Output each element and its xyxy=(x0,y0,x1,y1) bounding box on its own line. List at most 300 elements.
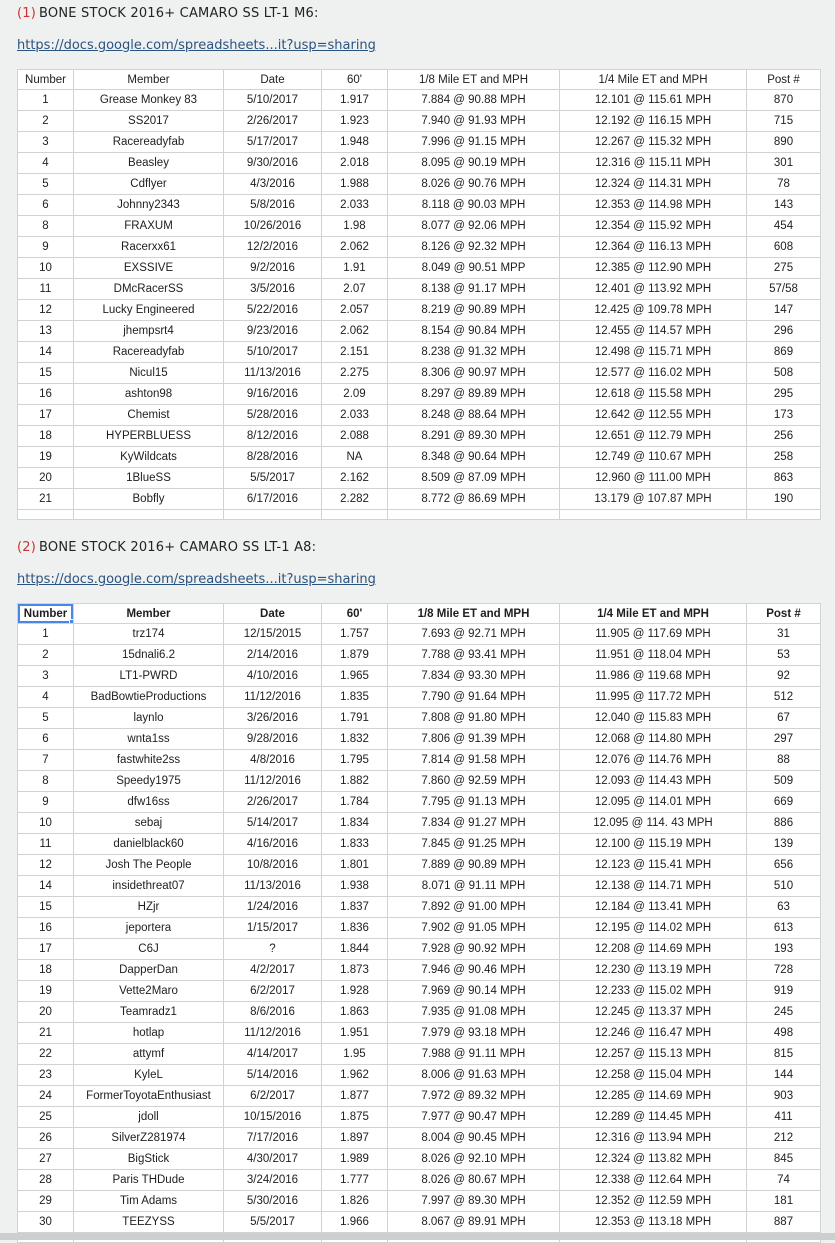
cell[interactable]: 88 xyxy=(747,750,821,771)
cell[interactable]: 1.837 xyxy=(322,897,388,918)
cell[interactable]: 2.088 xyxy=(322,426,388,447)
cell[interactable]: 11/12/2016 xyxy=(224,687,322,708)
cell[interactable]: 12.651 @ 112.79 MPH xyxy=(560,426,747,447)
cell[interactable]: 509 xyxy=(747,771,821,792)
cell[interactable]: Lucky Engineered xyxy=(74,300,224,321)
cell[interactable]: 1.875 xyxy=(322,1107,388,1128)
column-header-post[interactable]: Post # xyxy=(747,70,821,90)
cell[interactable]: 13 xyxy=(18,321,74,342)
cell[interactable]: 4/10/2016 xyxy=(224,666,322,687)
cell[interactable]: 63 xyxy=(747,897,821,918)
cell[interactable]: 5/14/2017 xyxy=(224,813,322,834)
cell[interactable]: 5/28/2016 xyxy=(224,405,322,426)
cell[interactable]: Nicul15 xyxy=(74,363,224,384)
cell[interactable]: 16 xyxy=(18,918,74,939)
cell[interactable]: 5/14/2016 xyxy=(224,1065,322,1086)
cell[interactable]: 8.118 @ 90.03 MPH xyxy=(388,195,560,216)
cell[interactable]: 12.192 @ 116.15 MPH xyxy=(560,111,747,132)
cell[interactable]: 74 xyxy=(747,1170,821,1191)
cell[interactable]: 1.938 xyxy=(322,876,388,897)
selection-fill-handle-icon[interactable] xyxy=(69,619,74,624)
cell[interactable]: 1.897 xyxy=(322,1128,388,1149)
cell[interactable]: 886 xyxy=(747,813,821,834)
cell[interactable]: 12.138 @ 114.71 MPH xyxy=(560,876,747,897)
cell[interactable]: 7.892 @ 91.00 MPH xyxy=(388,897,560,918)
cell[interactable]: 12.324 @ 113.82 MPH xyxy=(560,1149,747,1170)
cell[interactable]: ashton98 xyxy=(74,384,224,405)
cell[interactable]: 6 xyxy=(18,195,74,216)
cell[interactable]: 9 xyxy=(18,792,74,813)
cell[interactable]: 715 xyxy=(747,111,821,132)
cell[interactable]: 1.826 xyxy=(322,1191,388,1212)
cell[interactable]: 8.071 @ 91.11 MPH xyxy=(388,876,560,897)
cell[interactable]: 12.354 @ 115.92 MPH xyxy=(560,216,747,237)
cell[interactable]: 7.788 @ 93.41 MPH xyxy=(388,645,560,666)
cell[interactable]: 6/2/2017 xyxy=(224,981,322,1002)
cell[interactable]: 510 xyxy=(747,876,821,897)
cell[interactable]: 7.806 @ 91.39 MPH xyxy=(388,729,560,750)
cell[interactable]: 20 xyxy=(18,1002,74,1023)
cell[interactable]: 12.100 @ 115.19 MPH xyxy=(560,834,747,855)
cell[interactable]: 1BlueSS xyxy=(74,468,224,489)
cell[interactable]: 17 xyxy=(18,405,74,426)
cell[interactable]: 12.749 @ 110.67 MPH xyxy=(560,447,747,468)
cell[interactable]: 3/24/2016 xyxy=(224,1170,322,1191)
cell[interactable]: FormerToyotaEnthusiast xyxy=(74,1086,224,1107)
cell[interactable]: 12 xyxy=(18,855,74,876)
cell[interactable]: 1.832 xyxy=(322,729,388,750)
cell[interactable]: 12.352 @ 112.59 MPH xyxy=(560,1191,747,1212)
cell[interactable]: 7.889 @ 90.89 MPH xyxy=(388,855,560,876)
cell[interactable]: 12.289 @ 114.45 MPH xyxy=(560,1107,747,1128)
cell[interactable]: 92 xyxy=(747,666,821,687)
cell[interactable]: SilverZ281974 xyxy=(74,1128,224,1149)
cell[interactable]: KyWildcats xyxy=(74,447,224,468)
cell[interactable]: Beasley xyxy=(74,153,224,174)
cell[interactable]: 815 xyxy=(747,1044,821,1065)
cell[interactable]: 10/8/2016 xyxy=(224,855,322,876)
cell[interactable]: 15 xyxy=(18,363,74,384)
cell[interactable]: 2.162 xyxy=(322,468,388,489)
cell[interactable] xyxy=(388,510,560,520)
cell[interactable]: 7.795 @ 91.13 MPH xyxy=(388,792,560,813)
cell[interactable]: trz174 xyxy=(74,624,224,645)
spreadsheet-link-a8[interactable]: https://docs.google.com/spreadsheets...it?usp=sharing xyxy=(17,572,376,587)
cell[interactable]: 1.928 xyxy=(322,981,388,1002)
cell[interactable]: 8.004 @ 90.45 MPH xyxy=(388,1128,560,1149)
cell[interactable]: Vette2Maro xyxy=(74,981,224,1002)
cell[interactable]: 297 xyxy=(747,729,821,750)
cell[interactable]: 5/5/2017 xyxy=(224,468,322,489)
cell[interactable]: 8.026 @ 80.67 MPH xyxy=(388,1170,560,1191)
cell[interactable]: C6J xyxy=(74,939,224,960)
cell[interactable]: 2.09 xyxy=(322,384,388,405)
cell[interactable]: HZjr xyxy=(74,897,224,918)
cell[interactable]: 1.835 xyxy=(322,687,388,708)
cell[interactable]: 5/10/2017 xyxy=(224,90,322,111)
cell[interactable]: 12.364 @ 116.13 MPH xyxy=(560,237,747,258)
cell[interactable]: 1.95 xyxy=(322,1044,388,1065)
cell[interactable]: jeportera xyxy=(74,918,224,939)
cell[interactable]: 8.049 @ 90.51 MPP xyxy=(388,258,560,279)
cell[interactable]: 8.219 @ 90.89 MPH xyxy=(388,300,560,321)
cell[interactable]: 15dnali6.2 xyxy=(74,645,224,666)
cell[interactable]: 19 xyxy=(18,447,74,468)
cell[interactable]: 193 xyxy=(747,939,821,960)
cell[interactable]: 7.996 @ 91.15 MPH xyxy=(388,132,560,153)
cell[interactable]: 67 xyxy=(747,708,821,729)
column-header-1-8-mile-et-and-mph[interactable]: 1/8 Mile ET and MPH xyxy=(388,70,560,90)
cell[interactable]: 12/2/2016 xyxy=(224,237,322,258)
cell[interactable]: 12.353 @ 114.98 MPH xyxy=(560,195,747,216)
cell[interactable]: 9/2/2016 xyxy=(224,258,322,279)
cell[interactable]: 12.246 @ 116.47 MPH xyxy=(560,1023,747,1044)
cell[interactable]: attymf xyxy=(74,1044,224,1065)
cell[interactable]: 5/5/2017 xyxy=(224,1212,322,1233)
column-header-1-4-mile-et-and-mph[interactable]: 1/4 Mile ET and MPH xyxy=(560,604,747,624)
cell[interactable]: 903 xyxy=(747,1086,821,1107)
cell[interactable]: 7.814 @ 91.58 MPH xyxy=(388,750,560,771)
cell[interactable]: 12.401 @ 113.92 MPH xyxy=(560,279,747,300)
cell[interactable]: 11/13/2016 xyxy=(224,876,322,897)
cell[interactable]: 12.123 @ 115.41 MPH xyxy=(560,855,747,876)
cell[interactable]: insidethreat07 xyxy=(74,876,224,897)
cell[interactable]: 173 xyxy=(747,405,821,426)
cell[interactable]: 212 xyxy=(747,1128,821,1149)
cell[interactable]: dfw16ss xyxy=(74,792,224,813)
cell[interactable]: 12.498 @ 115.71 MPH xyxy=(560,342,747,363)
cell[interactable]: 11.905 @ 117.69 MPH xyxy=(560,624,747,645)
cell[interactable]: 4/16/2016 xyxy=(224,834,322,855)
cell[interactable]: 8.126 @ 92.32 MPH xyxy=(388,237,560,258)
cell[interactable]: 3/5/2016 xyxy=(224,279,322,300)
cell[interactable]: Johnny2343 xyxy=(74,195,224,216)
cell[interactable]: 3 xyxy=(18,666,74,687)
cell[interactable]: Josh The People xyxy=(74,855,224,876)
cell[interactable]: 2/26/2017 xyxy=(224,792,322,813)
cell[interactable]: 1.917 xyxy=(322,90,388,111)
column-header-1-4-mile-et-and-mph[interactable]: 1/4 Mile ET and MPH xyxy=(560,70,747,90)
cell[interactable] xyxy=(224,510,322,520)
cell[interactable]: 7.693 @ 92.71 MPH xyxy=(388,624,560,645)
cell[interactable]: 2/26/2017 xyxy=(224,111,322,132)
cell[interactable]: BigStick xyxy=(74,1149,224,1170)
cell[interactable]: fastwhite2ss xyxy=(74,750,224,771)
cell[interactable]: 919 xyxy=(747,981,821,1002)
cell[interactable]: 887 xyxy=(747,1212,821,1233)
cell[interactable]: 256 xyxy=(747,426,821,447)
cell[interactable]: 53 xyxy=(747,645,821,666)
cell[interactable]: 1.784 xyxy=(322,792,388,813)
cell[interactable] xyxy=(74,510,224,520)
cell[interactable]: 7.946 @ 90.46 MPH xyxy=(388,960,560,981)
cell[interactable] xyxy=(747,510,821,520)
cell[interactable]: Teamradz1 xyxy=(74,1002,224,1023)
cell[interactable]: sebaj xyxy=(74,813,224,834)
cell[interactable]: Racerxx61 xyxy=(74,237,224,258)
cell[interactable]: 4/2/2017 xyxy=(224,960,322,981)
cell[interactable]: 17 xyxy=(18,939,74,960)
cell[interactable]: 1.966 xyxy=(322,1212,388,1233)
cell[interactable]: 8.772 @ 86.69 MPH xyxy=(388,489,560,510)
cell[interactable]: 2.151 xyxy=(322,342,388,363)
cell[interactable]: 7/17/2016 xyxy=(224,1128,322,1149)
cell[interactable]: 5/8/2016 xyxy=(224,195,322,216)
cell[interactable]: 669 xyxy=(747,792,821,813)
cell[interactable]: 12.267 @ 115.32 MPH xyxy=(560,132,747,153)
cell[interactable]: danielblack60 xyxy=(74,834,224,855)
cell[interactable]: 7.988 @ 91.11 MPH xyxy=(388,1044,560,1065)
cell[interactable]: 7.884 @ 90.88 MPH xyxy=(388,90,560,111)
cell[interactable]: 12.425 @ 109.78 MPH xyxy=(560,300,747,321)
cell[interactable]: 11/12/2016 xyxy=(224,1023,322,1044)
cell[interactable]: 12.577 @ 116.02 MPH xyxy=(560,363,747,384)
cell[interactable]: 8.077 @ 92.06 MPH xyxy=(388,216,560,237)
spreadsheet-link-m6[interactable]: https://docs.google.com/spreadsheets...it?usp=sharing xyxy=(17,38,376,53)
cell[interactable]: 5 xyxy=(18,174,74,195)
cell[interactable]: 7.977 @ 90.47 MPH xyxy=(388,1107,560,1128)
cell[interactable]: 181 xyxy=(747,1191,821,1212)
cell[interactable]: 1.951 xyxy=(322,1023,388,1044)
cell[interactable]: wnta1ss xyxy=(74,729,224,750)
cell[interactable]: 27 xyxy=(18,1149,74,1170)
cell[interactable]: 8.509 @ 87.09 MPH xyxy=(388,468,560,489)
cell[interactable]: 275 xyxy=(747,258,821,279)
cell[interactable]: 9/28/2016 xyxy=(224,729,322,750)
cell[interactable]: 7.935 @ 91.08 MPH xyxy=(388,1002,560,1023)
cell[interactable]: 10/15/2016 xyxy=(224,1107,322,1128)
cell[interactable]: 7.979 @ 93.18 MPH xyxy=(388,1023,560,1044)
cell[interactable]: 9/30/2016 xyxy=(224,153,322,174)
cell[interactable]: LT1-PWRD xyxy=(74,666,224,687)
cell[interactable]: 7.790 @ 91.64 MPH xyxy=(388,687,560,708)
cell[interactable]: 11/13/2016 xyxy=(224,363,322,384)
cell[interactable]: 863 xyxy=(747,468,821,489)
cell[interactable]: 295 xyxy=(747,384,821,405)
cell[interactable]: 1.834 xyxy=(322,813,388,834)
cell[interactable]: 13.179 @ 107.87 MPH xyxy=(560,489,747,510)
cell[interactable]: 2 xyxy=(18,111,74,132)
cell[interactable]: 1.989 xyxy=(322,1149,388,1170)
cell[interactable]: Chemist xyxy=(74,405,224,426)
cell[interactable]: jdoll xyxy=(74,1107,224,1128)
cell[interactable]: 7.834 @ 93.30 MPH xyxy=(388,666,560,687)
cell[interactable]: 1.757 xyxy=(322,624,388,645)
cell[interactable]: 5/30/2016 xyxy=(224,1191,322,1212)
cell[interactable]: DapperDan xyxy=(74,960,224,981)
cell[interactable]: 8/28/2016 xyxy=(224,447,322,468)
cell[interactable]: 7.972 @ 89.32 MPH xyxy=(388,1086,560,1107)
cell[interactable]: 7 xyxy=(18,750,74,771)
cell[interactable]: 8/6/2016 xyxy=(224,1002,322,1023)
column-header-member[interactable]: Member xyxy=(74,70,224,90)
cell[interactable]: Grease Monkey 83 xyxy=(74,90,224,111)
cell[interactable]: 7.834 @ 91.27 MPH xyxy=(388,813,560,834)
cell[interactable]: 656 xyxy=(747,855,821,876)
column-header-date[interactable]: Date xyxy=(224,70,322,90)
cell[interactable]: 57/58 xyxy=(747,279,821,300)
cell[interactable]: FRAXUM xyxy=(74,216,224,237)
cell[interactable]: 12 xyxy=(18,300,74,321)
cell[interactable]: 12.076 @ 114.76 MPH xyxy=(560,750,747,771)
cell[interactable]: 2.275 xyxy=(322,363,388,384)
cell[interactable]: 8.248 @ 88.64 MPH xyxy=(388,405,560,426)
cell[interactable]: 301 xyxy=(747,153,821,174)
cell[interactable]: BadBowtieProductions xyxy=(74,687,224,708)
cell[interactable]: 5/10/2017 xyxy=(224,342,322,363)
cell[interactable]: 139 xyxy=(747,834,821,855)
cell[interactable]: 12.230 @ 113.19 MPH xyxy=(560,960,747,981)
cell[interactable]: 1.91 xyxy=(322,258,388,279)
cell[interactable]: 12.233 @ 115.02 MPH xyxy=(560,981,747,1002)
cell[interactable]: 1.844 xyxy=(322,939,388,960)
cell[interactable]: 2.062 xyxy=(322,321,388,342)
cell[interactable]: 4/3/2016 xyxy=(224,174,322,195)
cell[interactable]: 8/12/2016 xyxy=(224,426,322,447)
cell[interactable]: hotlap xyxy=(74,1023,224,1044)
cell[interactable]: 7.902 @ 91.05 MPH xyxy=(388,918,560,939)
cell[interactable]: laynlo xyxy=(74,708,224,729)
cell[interactable]: 8.095 @ 90.19 MPH xyxy=(388,153,560,174)
cell[interactable]: 12.285 @ 114.69 MPH xyxy=(560,1086,747,1107)
cell[interactable]: 1.873 xyxy=(322,960,388,981)
cell[interactable] xyxy=(560,510,747,520)
cell[interactable]: 12.324 @ 114.31 MPH xyxy=(560,174,747,195)
cell[interactable]: 2.282 xyxy=(322,489,388,510)
cell[interactable]: 869 xyxy=(747,342,821,363)
column-header-number[interactable]: Number xyxy=(18,70,74,90)
cell[interactable] xyxy=(322,510,388,520)
cell[interactable]: 12.316 @ 113.94 MPH xyxy=(560,1128,747,1149)
cell[interactable]: TEEZYSS xyxy=(74,1212,224,1233)
cell[interactable]: 1.877 xyxy=(322,1086,388,1107)
cell[interactable]: 144 xyxy=(747,1065,821,1086)
cell[interactable]: 12.353 @ 113.18 MPH xyxy=(560,1212,747,1233)
cell[interactable]: 23 xyxy=(18,1065,74,1086)
cell[interactable]: 3/26/2016 xyxy=(224,708,322,729)
cell[interactable]: DMcRacerSS xyxy=(74,279,224,300)
cell[interactable]: 608 xyxy=(747,237,821,258)
column-header-post[interactable]: Post # xyxy=(747,604,821,624)
cell[interactable]: 147 xyxy=(747,300,821,321)
cell[interactable]: 7.940 @ 91.93 MPH xyxy=(388,111,560,132)
cell[interactable]: 1.962 xyxy=(322,1065,388,1086)
cell[interactable]: 1.863 xyxy=(322,1002,388,1023)
cell[interactable]: 5 xyxy=(18,708,74,729)
cell[interactable]: 31 xyxy=(747,624,821,645)
cell[interactable]: 10 xyxy=(18,813,74,834)
column-header-60[interactable]: 60' xyxy=(322,70,388,90)
cell[interactable]: 8.348 @ 90.64 MPH xyxy=(388,447,560,468)
cell[interactable]: 7.997 @ 89.30 MPH xyxy=(388,1191,560,1212)
cell[interactable]: 1 xyxy=(18,624,74,645)
cell[interactable]: 8 xyxy=(18,771,74,792)
cell[interactable]: 21 xyxy=(18,1023,74,1044)
cell[interactable]: 8.306 @ 90.97 MPH xyxy=(388,363,560,384)
cell[interactable]: 22 xyxy=(18,1044,74,1065)
cell[interactable]: 3 xyxy=(18,132,74,153)
cell[interactable]: 728 xyxy=(747,960,821,981)
cell[interactable]: 5/17/2017 xyxy=(224,132,322,153)
cell[interactable]: 7.845 @ 91.25 MPH xyxy=(388,834,560,855)
cell[interactable]: Bobfly xyxy=(74,489,224,510)
cell[interactable]: 29 xyxy=(18,1191,74,1212)
cell[interactable]: 12.095 @ 114.01 MPH xyxy=(560,792,747,813)
cell[interactable]: Cdflyer xyxy=(74,174,224,195)
cell[interactable]: 8.067 @ 89.91 MPH xyxy=(388,1212,560,1233)
cell[interactable]: 4/14/2017 xyxy=(224,1044,322,1065)
cell[interactable]: 25 xyxy=(18,1107,74,1128)
cell[interactable]: 8.154 @ 90.84 MPH xyxy=(388,321,560,342)
cell[interactable]: 1.948 xyxy=(322,132,388,153)
cell[interactable]: 12.195 @ 114.02 MPH xyxy=(560,918,747,939)
cell[interactable]: 18 xyxy=(18,960,74,981)
cell[interactable]: 7.969 @ 90.14 MPH xyxy=(388,981,560,1002)
cell[interactable]: 4/30/2017 xyxy=(224,1149,322,1170)
cell[interactable]: 512 xyxy=(747,687,821,708)
cell[interactable]: 12.618 @ 115.58 MPH xyxy=(560,384,747,405)
cell[interactable]: 12.101 @ 115.61 MPH xyxy=(560,90,747,111)
cell[interactable]: 12.960 @ 111.00 MPH xyxy=(560,468,747,489)
cell[interactable]: 2.033 xyxy=(322,405,388,426)
cell[interactable]: 498 xyxy=(747,1023,821,1044)
cell[interactable]: 1.833 xyxy=(322,834,388,855)
cell[interactable]: Racereadyfab xyxy=(74,342,224,363)
cell[interactable]: 10 xyxy=(18,258,74,279)
cell[interactable]: 1.836 xyxy=(322,918,388,939)
cell[interactable]: 1/15/2017 xyxy=(224,918,322,939)
cell[interactable]: Racereadyfab xyxy=(74,132,224,153)
cell[interactable]: 5/22/2016 xyxy=(224,300,322,321)
cell[interactable]: 296 xyxy=(747,321,821,342)
cell[interactable]: 245 xyxy=(747,1002,821,1023)
cell[interactable]: 4/8/2016 xyxy=(224,750,322,771)
cell[interactable]: 12.095 @ 114. 43 MPH xyxy=(560,813,747,834)
cell[interactable]: 8.291 @ 89.30 MPH xyxy=(388,426,560,447)
cell[interactable]: 1.988 xyxy=(322,174,388,195)
cell[interactable]: 12.208 @ 114.69 MPH xyxy=(560,939,747,960)
cell[interactable]: 18 xyxy=(18,426,74,447)
cell[interactable]: 12.316 @ 115.11 MPH xyxy=(560,153,747,174)
cell[interactable]: 1.801 xyxy=(322,855,388,876)
cell[interactable]: 2.033 xyxy=(322,195,388,216)
cell[interactable]: 1.882 xyxy=(322,771,388,792)
cell[interactable]: 2.057 xyxy=(322,300,388,321)
cell[interactable]: 508 xyxy=(747,363,821,384)
cell[interactable]: ? xyxy=(224,939,322,960)
cell[interactable]: 12.338 @ 112.64 MPH xyxy=(560,1170,747,1191)
cell[interactable]: jhempsrt4 xyxy=(74,321,224,342)
cell[interactable]: 8.238 @ 91.32 MPH xyxy=(388,342,560,363)
cell[interactable]: 1.98 xyxy=(322,216,388,237)
cell[interactable]: 12.257 @ 115.13 MPH xyxy=(560,1044,747,1065)
cell[interactable]: EXSSIVE xyxy=(74,258,224,279)
cell[interactable]: 14 xyxy=(18,876,74,897)
column-header-60[interactable]: 60' xyxy=(322,604,388,624)
cell[interactable]: 454 xyxy=(747,216,821,237)
cell[interactable] xyxy=(18,510,74,520)
cell[interactable]: 21 xyxy=(18,489,74,510)
cell[interactable]: 12.385 @ 112.90 MPH xyxy=(560,258,747,279)
cell[interactable]: Paris THDude xyxy=(74,1170,224,1191)
cell[interactable]: 143 xyxy=(747,195,821,216)
column-header-date[interactable]: Date xyxy=(224,604,322,624)
cell[interactable]: 1.795 xyxy=(322,750,388,771)
cell[interactable]: 258 xyxy=(747,447,821,468)
cell[interactable]: 190 xyxy=(747,489,821,510)
cell[interactable]: 78 xyxy=(747,174,821,195)
cell[interactable]: 1.791 xyxy=(322,708,388,729)
